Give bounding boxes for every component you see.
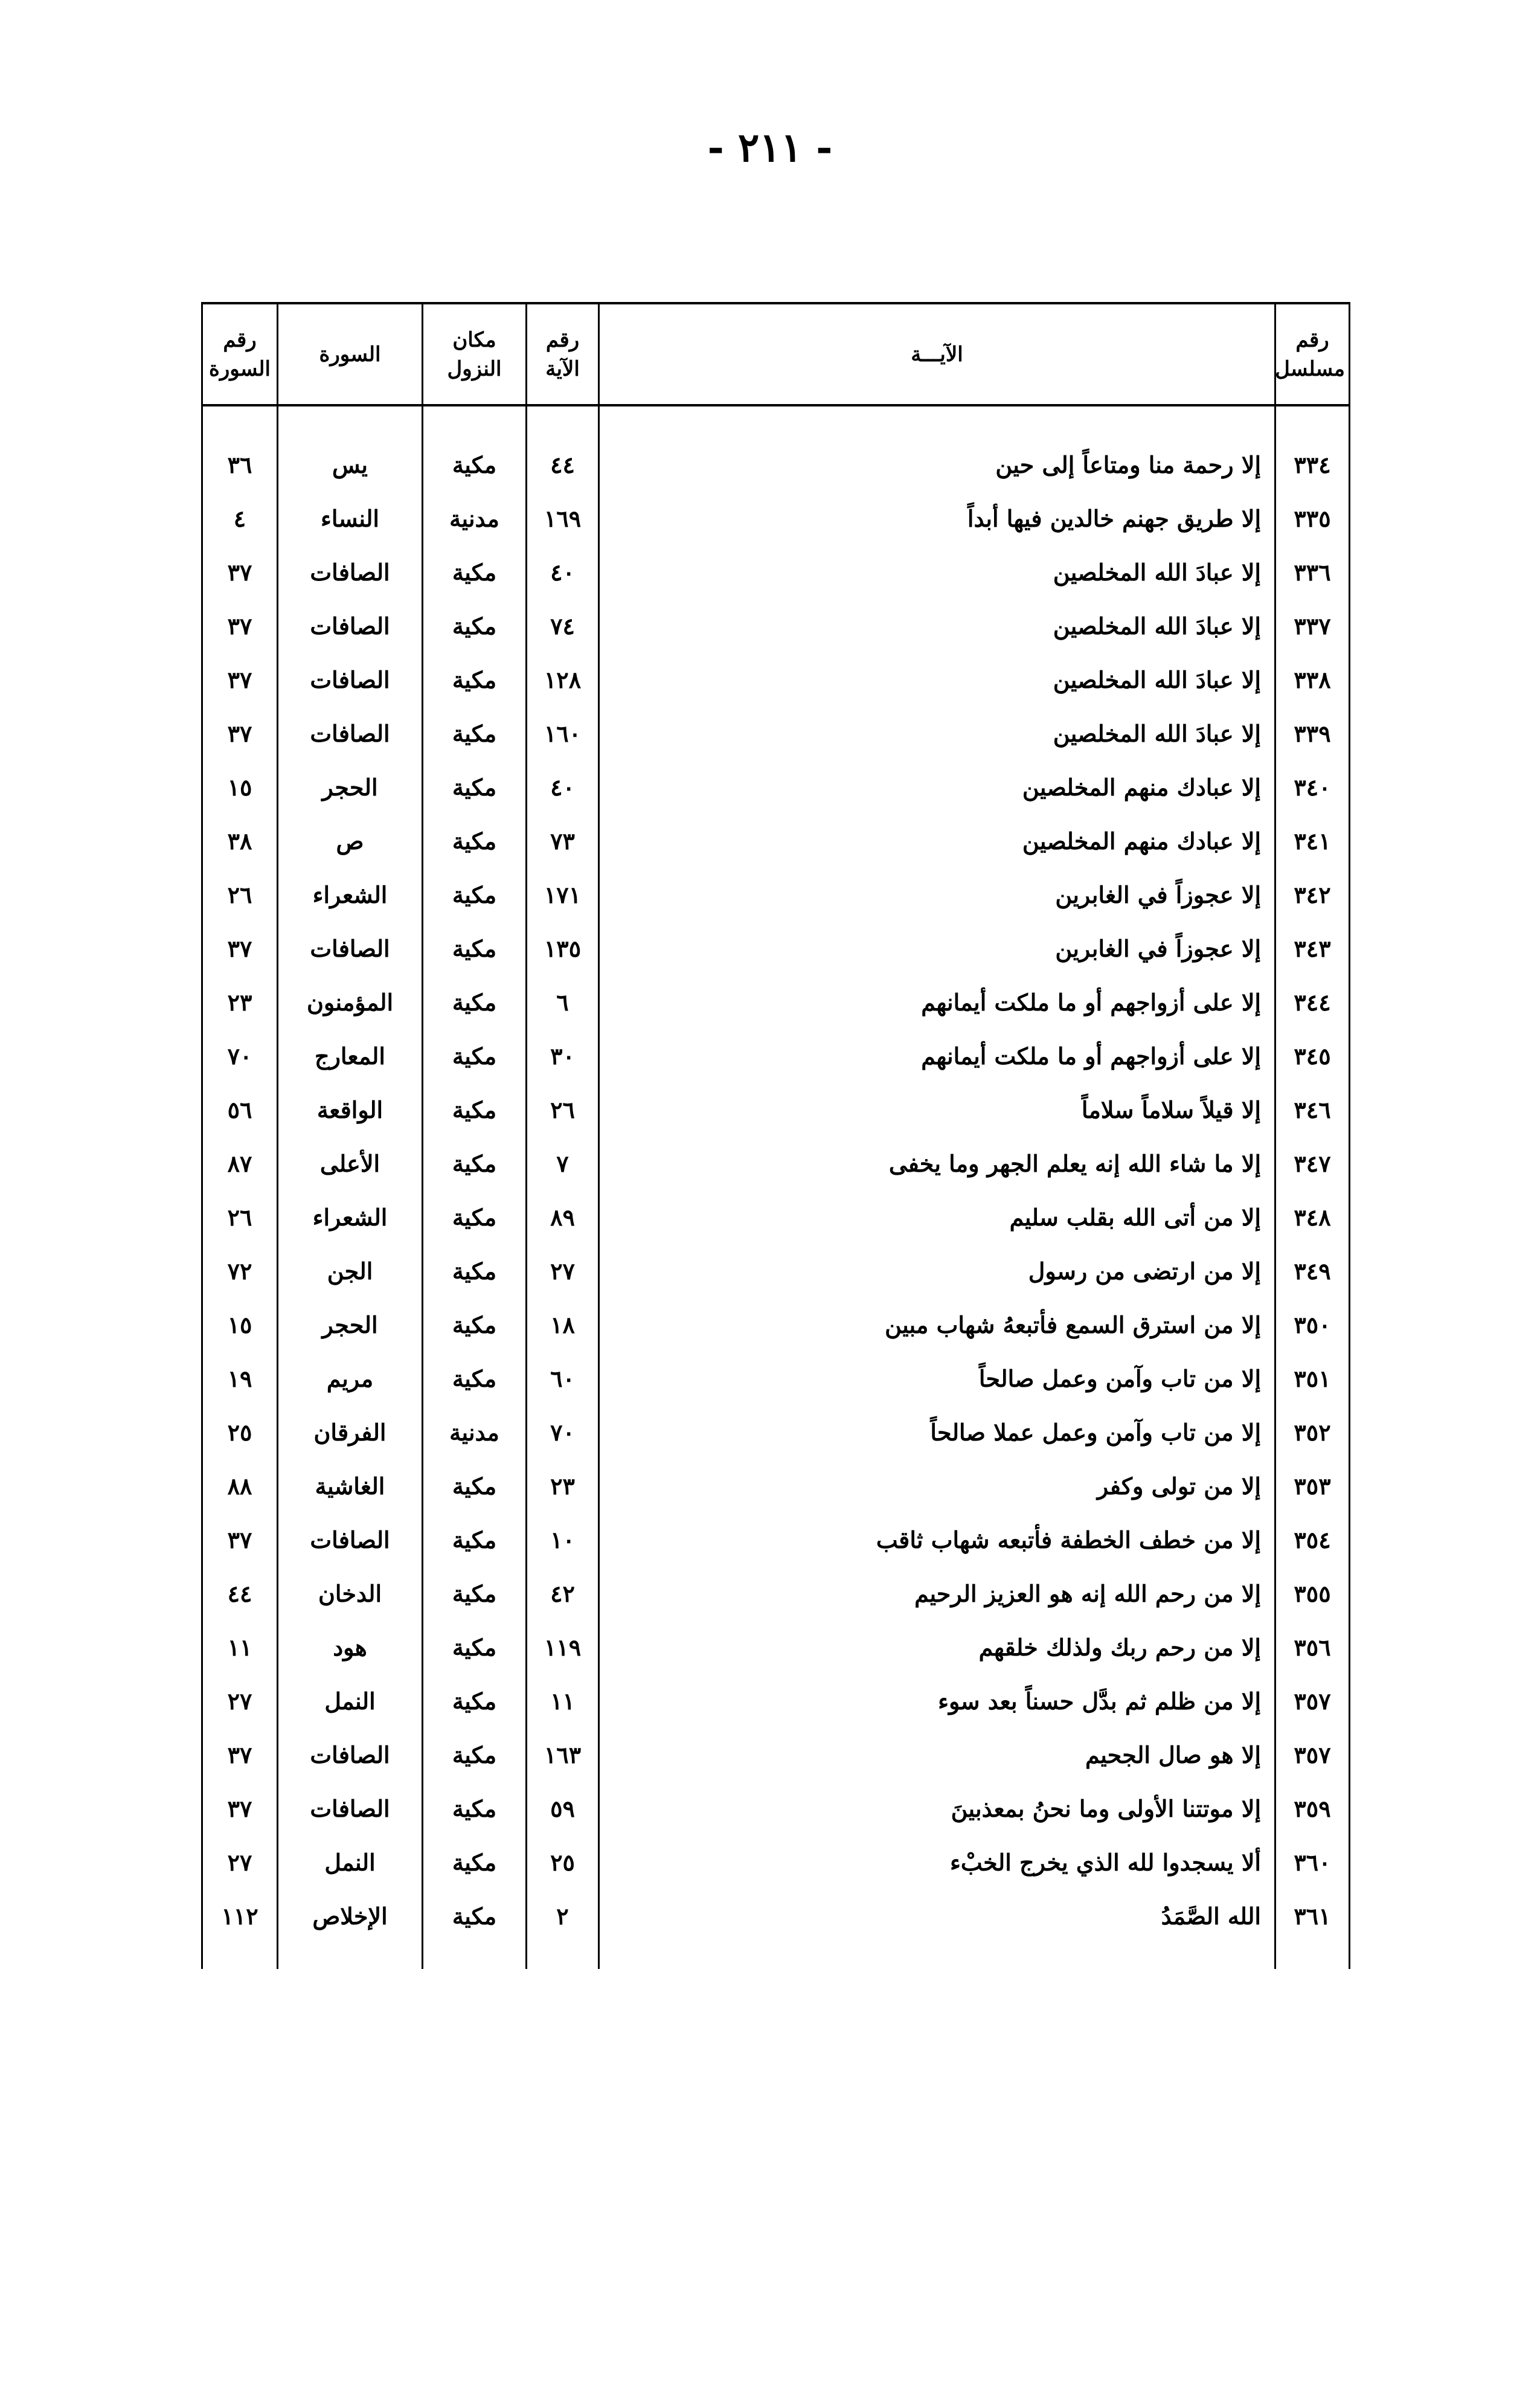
table-row	[202, 1190, 1350, 1244]
table-row	[202, 545, 1350, 599]
revelation-place-cell: مكية	[423, 1782, 527, 1835]
surah-name-cell: الصافات	[278, 653, 423, 707]
table-row	[202, 599, 1350, 653]
table-row	[202, 653, 1350, 707]
revelation-place-cell: مكية	[423, 1190, 527, 1244]
ayah-number-cell: ١٨	[527, 1298, 599, 1352]
table-row	[202, 1782, 1350, 1835]
verse-cell: إلا من ارتضى من رسول	[599, 1244, 1275, 1298]
verse-cell: إلا من أتى الله بقلب سليم	[599, 1190, 1275, 1244]
surah-name-cell: الصافات	[278, 1782, 423, 1835]
serial-cell: ٣٤٢	[1275, 868, 1350, 922]
ayah-number-cell: ٢٣	[527, 1459, 599, 1513]
surah-number-cell: ٣٧	[202, 1782, 278, 1835]
table-row	[202, 1137, 1350, 1190]
surah-name-cell: الأعلى	[278, 1137, 423, 1190]
ayah-number-cell: ٧٣	[527, 814, 599, 868]
table-header-row	[202, 303, 1350, 405]
surah-number-cell: ٨٧	[202, 1137, 278, 1190]
revelation-place-cell: مكية	[423, 599, 527, 653]
surah-number-cell: ١١	[202, 1620, 278, 1674]
revelation-place-cell: مكية	[423, 1728, 527, 1782]
revelation-place-cell: مكية	[423, 653, 527, 707]
revelation-place-cell: مكية	[423, 1083, 527, 1137]
verse-cell: إلا من تولى وكفر	[599, 1459, 1275, 1513]
serial-cell: ٣٤٣	[1275, 922, 1350, 975]
verse-cell: إلا قيلاً سلاماً سلاماً	[599, 1083, 1275, 1137]
surah-number-cell: ٣٧	[202, 599, 278, 653]
header-serial	[1275, 303, 1350, 405]
table-row	[202, 922, 1350, 975]
surah-name-cell: الغاشية	[278, 1459, 423, 1513]
surah-number-cell: ٢٦	[202, 1190, 278, 1244]
header-surah-number	[202, 303, 278, 405]
surah-name-cell: مريم	[278, 1352, 423, 1405]
surah-name-cell: النمل	[278, 1674, 423, 1728]
serial-cell: ٣٥٦	[1275, 1620, 1350, 1674]
verse-cell: إلا عبادَ الله المخلصين	[599, 707, 1275, 760]
surah-number-cell: ٥٦	[202, 1083, 278, 1137]
surah-number-cell: ٣٧	[202, 545, 278, 599]
revelation-place-cell: مكية	[423, 922, 527, 975]
table-row	[202, 1728, 1350, 1782]
surah-number-cell: ٢٧	[202, 1835, 278, 1889]
ayah-number-cell: ٥٩	[527, 1782, 599, 1835]
surah-number-cell: ٢٣	[202, 975, 278, 1029]
table-row	[202, 1567, 1350, 1620]
table-row	[202, 1459, 1350, 1513]
ayah-number-cell: ٧	[527, 1137, 599, 1190]
verse-cell: إلا من رحم ربك ولذلك خلقهم	[599, 1620, 1275, 1674]
header-verse	[599, 303, 1275, 405]
verse-cell: إلا طريق جهنم خالدين فيها أبداً	[599, 492, 1275, 545]
serial-cell: ٣٣٨	[1275, 653, 1350, 707]
serial-cell: ٣٥٠	[1275, 1298, 1350, 1352]
serial-cell: ٣٥٩	[1275, 1782, 1350, 1835]
serial-cell: ٣٥١	[1275, 1352, 1350, 1405]
header-surah-number-line-1: رقم	[223, 327, 257, 352]
surah-number-cell: ٣٧	[202, 707, 278, 760]
revelation-place-cell: مكية	[423, 1674, 527, 1728]
header-ayah-number	[527, 303, 599, 405]
revelation-place-cell: مدنية	[423, 492, 527, 545]
table-row	[202, 1620, 1350, 1674]
revelation-place-cell: مكية	[423, 1137, 527, 1190]
surah-number-cell: ٤	[202, 492, 278, 545]
surah-name-cell: ص	[278, 814, 423, 868]
table-row	[202, 868, 1350, 922]
ayah-number-cell: ١٧١	[527, 868, 599, 922]
serial-cell: ٣٤٩	[1275, 1244, 1350, 1298]
header-verse-line-1: الآيـــة	[911, 342, 963, 367]
ayah-number-cell: ٤٢	[527, 1567, 599, 1620]
surah-name-cell: الصافات	[278, 545, 423, 599]
ayah-number-cell: ٦٠	[527, 1352, 599, 1405]
verse-cell: إلا من ظلم ثم بدَّل حسناً بعد سوء	[599, 1674, 1275, 1728]
serial-cell: ٣٦٠	[1275, 1835, 1350, 1889]
table-row	[202, 975, 1350, 1029]
surah-name-cell: الصافات	[278, 1728, 423, 1782]
serial-cell: ٣٥٣	[1275, 1459, 1350, 1513]
table-row	[202, 1029, 1350, 1083]
serial-cell: ٣٥٧	[1275, 1674, 1350, 1728]
revelation-place-cell: مكية	[423, 1298, 527, 1352]
revelation-place-cell: مكية	[423, 1567, 527, 1620]
surah-name-cell: المؤمنون	[278, 975, 423, 1029]
surah-number-cell: ٣٧	[202, 1513, 278, 1567]
table-row	[202, 438, 1350, 492]
surah-number-cell: ٢٥	[202, 1405, 278, 1459]
header-serial-line-2: مسلسل	[1275, 356, 1345, 381]
table-row	[202, 1889, 1350, 1943]
surah-number-cell: ٨٨	[202, 1459, 278, 1513]
serial-cell: ٣٤٨	[1275, 1190, 1350, 1244]
table-filler-row	[202, 1943, 1350, 1969]
surah-number-cell: ٢٧	[202, 1674, 278, 1728]
surah-name-cell: الحجر	[278, 1298, 423, 1352]
ayah-number-cell: ١٦٠	[527, 707, 599, 760]
ayah-number-cell: ٨٩	[527, 1190, 599, 1244]
table-row	[202, 1352, 1350, 1405]
surah-name-cell: المعارج	[278, 1029, 423, 1083]
surah-name-cell: الصافات	[278, 922, 423, 975]
serial-cell: ٣٥٧	[1275, 1728, 1350, 1782]
verse-cell: إلا من تاب وآمن وعمل عملا صالحاً	[599, 1405, 1275, 1459]
surah-number-cell: ٢٦	[202, 868, 278, 922]
table-body	[202, 405, 1350, 1969]
surah-name-cell: الواقعة	[278, 1083, 423, 1137]
surah-name-cell: الشعراء	[278, 868, 423, 922]
revelation-place-cell: مكية	[423, 868, 527, 922]
header-ayah-line-1: رقم	[545, 327, 580, 352]
surah-number-cell: ٣٧	[202, 653, 278, 707]
header-serial-line-1: رقم	[1295, 327, 1329, 352]
surah-name-cell: النساء	[278, 492, 423, 545]
surah-number-cell: ٣٦	[202, 438, 278, 492]
revelation-place-cell: مكية	[423, 1352, 527, 1405]
table-row	[202, 1298, 1350, 1352]
surah-number-cell: ٧٢	[202, 1244, 278, 1298]
revelation-place-cell: مكية	[423, 814, 527, 868]
verse-index-table	[201, 302, 1350, 1969]
serial-cell: ٣٤٦	[1275, 1083, 1350, 1137]
surah-number-cell: ١١٢	[202, 1889, 278, 1943]
serial-cell: ٣٤٥	[1275, 1029, 1350, 1083]
table-row	[202, 492, 1350, 545]
revelation-place-cell: مكية	[423, 707, 527, 760]
surah-name-cell: هود	[278, 1620, 423, 1674]
verse-cell: إلا من تاب وآمن وعمل صالحاً	[599, 1352, 1275, 1405]
revelation-place-cell: مكية	[423, 1620, 527, 1674]
ayah-number-cell: ٤٠	[527, 545, 599, 599]
ayah-number-cell: ٤٤	[527, 438, 599, 492]
verse-cell: إلا من رحم الله إنه هو العزيز الرحيم	[599, 1567, 1275, 1620]
verse-cell: إلا عجوزاً في الغابرين	[599, 922, 1275, 975]
table-row	[202, 814, 1350, 868]
surah-name-cell: الحجر	[278, 760, 423, 814]
verse-cell: إلا عجوزاً في الغابرين	[599, 868, 1275, 922]
revelation-place-cell: مكية	[423, 760, 527, 814]
table-row	[202, 1835, 1350, 1889]
serial-cell: ٣٦١	[1275, 1889, 1350, 1943]
serial-cell: ٣٤٧	[1275, 1137, 1350, 1190]
surah-name-cell: الشعراء	[278, 1190, 423, 1244]
verse-cell: إلا عبادَ الله المخلصين	[599, 653, 1275, 707]
ayah-number-cell: ٤٠	[527, 760, 599, 814]
ayah-number-cell: ١٠	[527, 1513, 599, 1567]
ayah-number-cell: ٢٥	[527, 1835, 599, 1889]
ayah-number-cell: ١٢٨	[527, 653, 599, 707]
table-row	[202, 1405, 1350, 1459]
revelation-place-cell: مكية	[423, 1244, 527, 1298]
verse-cell: إلا عبادك منهم المخلصين	[599, 814, 1275, 868]
surah-number-cell: ٣٧	[202, 922, 278, 975]
serial-cell: ٣٤٠	[1275, 760, 1350, 814]
header-place-line-1: مكان	[452, 327, 496, 352]
surah-number-cell: ٤٤	[202, 1567, 278, 1620]
serial-cell: ٣٥٥	[1275, 1567, 1350, 1620]
ayah-number-cell: ٢٦	[527, 1083, 599, 1137]
verse-cell: إلا موتتنا الأولى وما نحنُ بمعذبينَ	[599, 1782, 1275, 1835]
verse-cell: إلا ما شاء الله إنه يعلم الجهر وما يخفى	[599, 1137, 1275, 1190]
ayah-number-cell: ١٣٥	[527, 922, 599, 975]
revelation-place-cell: مكية	[423, 1835, 527, 1889]
serial-cell: ٣٣٩	[1275, 707, 1350, 760]
ayah-number-cell: ٧٤	[527, 599, 599, 653]
surah-number-cell: ٧٠	[202, 1029, 278, 1083]
surah-name-cell: النمل	[278, 1835, 423, 1889]
ayah-number-cell: ٣٠	[527, 1029, 599, 1083]
serial-cell: ٣٥٢	[1275, 1405, 1350, 1459]
serial-cell: ٣٣٤	[1275, 438, 1350, 492]
verse-cell: إلا عبادك منهم المخلصين	[599, 760, 1275, 814]
revelation-place-cell: مكية	[423, 1029, 527, 1083]
ayah-number-cell: ٦	[527, 975, 599, 1029]
header-place	[423, 303, 527, 405]
verse-cell: إلا عبادَ الله المخلصين	[599, 599, 1275, 653]
serial-cell: ٣٣٦	[1275, 545, 1350, 599]
surah-name-cell: الفرقان	[278, 1405, 423, 1459]
verse-cell: إلا رحمة منا ومتاعاً إلى حين	[599, 438, 1275, 492]
verse-cell: إلا على أزواجهم أو ما ملكت أيمانهم	[599, 1029, 1275, 1083]
surah-name-cell: الصافات	[278, 599, 423, 653]
serial-cell: ٣٤٤	[1275, 975, 1350, 1029]
header-surah-number-line-2: السورة	[209, 356, 271, 381]
revelation-place-cell: مكية	[423, 1889, 527, 1943]
ayah-number-cell: ١٦٣	[527, 1728, 599, 1782]
revelation-place-cell: مكية	[423, 438, 527, 492]
ayah-number-cell: ١١٩	[527, 1620, 599, 1674]
table-row	[202, 707, 1350, 760]
surah-number-cell: ٣٧	[202, 1728, 278, 1782]
serial-cell: ٣٥٤	[1275, 1513, 1350, 1567]
serial-cell: ٣٣٥	[1275, 492, 1350, 545]
surah-number-cell: ١٥	[202, 1298, 278, 1352]
surah-name-cell: يس	[278, 438, 423, 492]
surah-name-cell: الصافات	[278, 707, 423, 760]
verse-cell: إلا عبادَ الله المخلصين	[599, 545, 1275, 599]
serial-cell: ٣٣٧	[1275, 599, 1350, 653]
revelation-place-cell: مدنية	[423, 1405, 527, 1459]
table-row	[202, 760, 1350, 814]
ayah-number-cell: ٧٠	[527, 1405, 599, 1459]
revelation-place-cell: مكية	[423, 545, 527, 599]
verse-cell: إلا هو صال الجحيم	[599, 1728, 1275, 1782]
serial-cell: ٣٤١	[1275, 814, 1350, 868]
header-surah	[278, 303, 423, 405]
surah-name-cell: الجن	[278, 1244, 423, 1298]
surah-number-cell: ١٥	[202, 760, 278, 814]
revelation-place-cell: مكية	[423, 975, 527, 1029]
surah-name-cell: الصافات	[278, 1513, 423, 1567]
surah-number-cell: ٣٨	[202, 814, 278, 868]
verse-cell: الله الصَّمَدُ	[599, 1889, 1275, 1943]
table-row	[202, 1244, 1350, 1298]
surah-number-cell: ١٩	[202, 1352, 278, 1405]
verse-cell: إلا على أزواجهم أو ما ملكت أيمانهم	[599, 975, 1275, 1029]
verse-cell: ألا يسجدوا لله الذي يخرج الخبْء	[599, 1835, 1275, 1889]
table-row	[202, 1674, 1350, 1728]
table-spacer-row	[202, 405, 1350, 438]
verse-cell: إلا من استرق السمع فأتبعهُ شهاب مبين	[599, 1298, 1275, 1352]
ayah-number-cell: ١١	[527, 1674, 599, 1728]
ayah-number-cell: ٢٧	[527, 1244, 599, 1298]
table-row	[202, 1083, 1350, 1137]
header-ayah-line-2: الآية	[545, 356, 580, 381]
header-surah-line-1: السورة	[319, 342, 381, 367]
revelation-place-cell: مكية	[423, 1513, 527, 1567]
verse-cell: إلا من خطف الخطفة فأتبعه شهاب ثاقب	[599, 1513, 1275, 1567]
ayah-number-cell: ١٦٩	[527, 492, 599, 545]
header-place-line-2: النزول	[447, 356, 502, 381]
surah-name-cell: الدخان	[278, 1567, 423, 1620]
surah-name-cell: الإخلاص	[278, 1889, 423, 1943]
page-number: - ٢١١ -	[707, 124, 833, 171]
table-row	[202, 1513, 1350, 1567]
revelation-place-cell: مكية	[423, 1459, 527, 1513]
ayah-number-cell: ٢	[527, 1889, 599, 1943]
